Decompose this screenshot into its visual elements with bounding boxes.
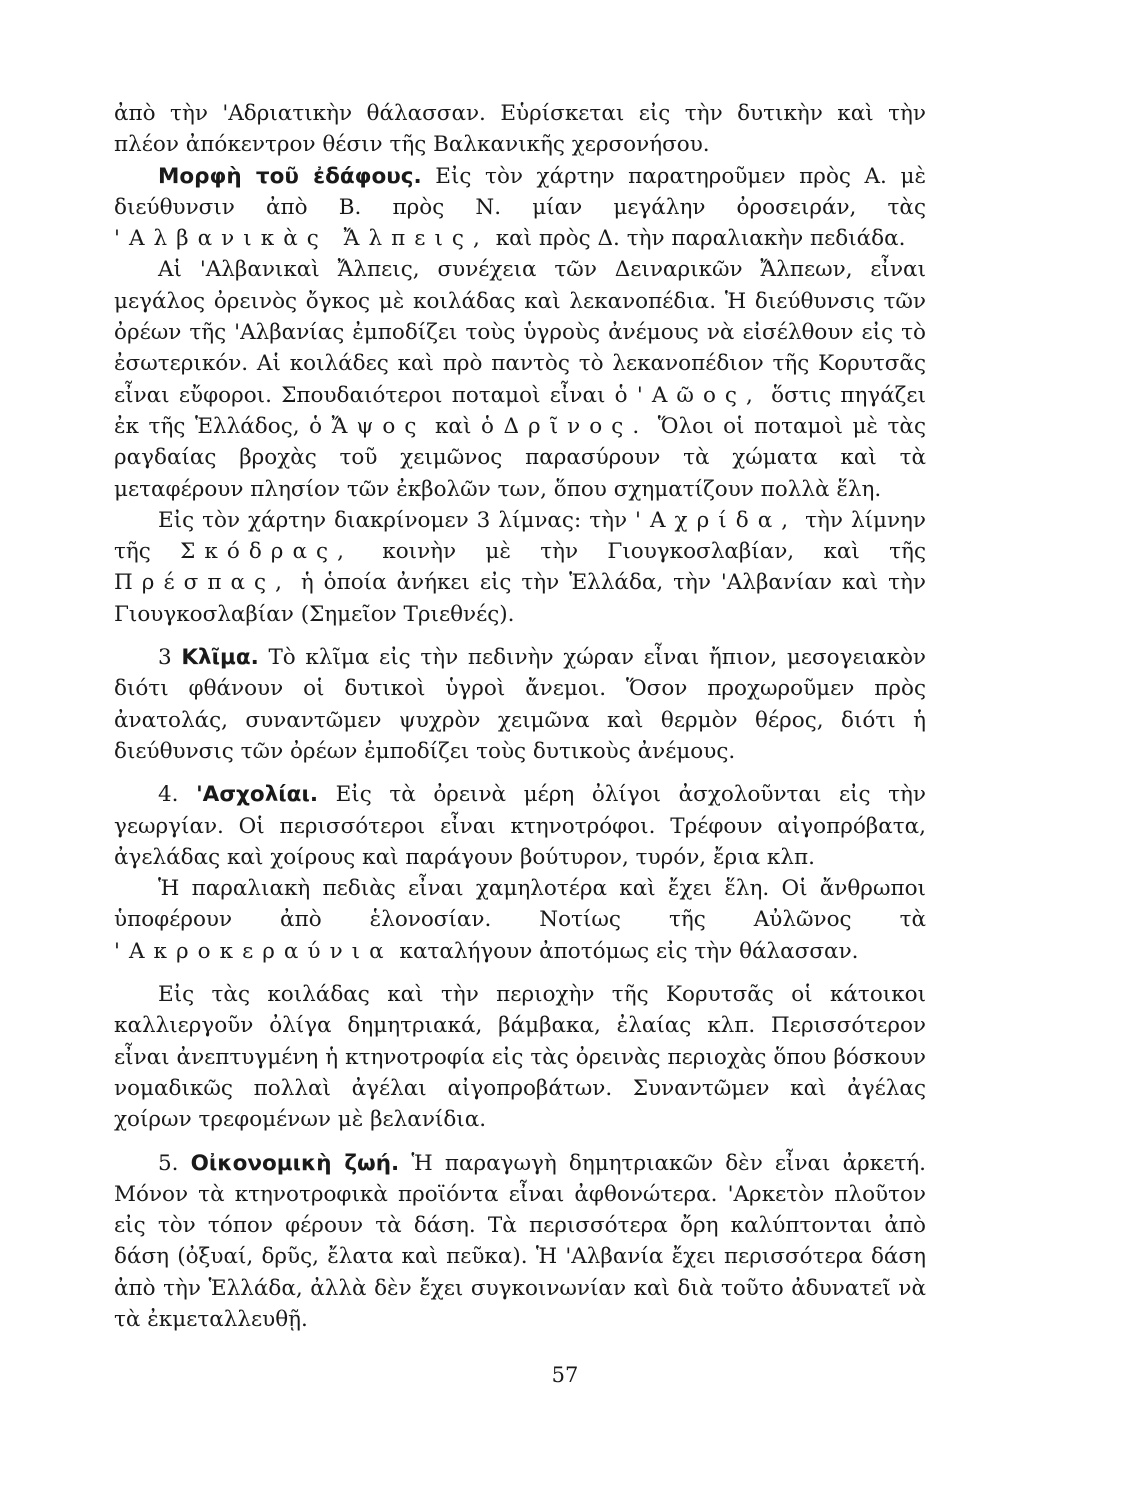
section-heading-terrain: Μορφὴ τοῦ ἐδάφους. <box>158 163 422 189</box>
section-number: 4. <box>158 782 197 808</box>
paragraph-economy <box>114 1148 926 1336</box>
text-run: Ἡ παραλιακὴ πεδιὰς εἶναι χαμηλοτέρα καὶ ἔχει ἕλη. Οἱ ἄνθρωποι ὑποφέρουν ἀπὸ ἑλονοσίαν. Νοτίως τῆς Αὐλῶνος τὰ <box>114 876 926 933</box>
body-text <box>114 98 926 1335</box>
spaced-term: 'Ακροκεραύνια <box>114 938 393 964</box>
text-run: Εἰς τὸν χάρτην διακρίνομεν 3 λίμνας: τὴν <box>158 507 636 533</box>
text-run: καὶ ὁ <box>425 413 504 439</box>
text-run: Ἡ παραγωγὴ δημητριακῶν δὲν εἶναι ἀρκετή. Μόνον τὰ κτηνοτροφικὰ προϊόντα εἶναι ἀφθονώτερα. 'Αρκετὸν πλοῦτον εἰς τὸν τόπον φέρουν τὰ δάση. Τὰ περισσότερα ὄρη καλύπτονται ἀπὸ δάση (ὀξυαί, δρῦς, ἔλατα καὶ πεῦκα). Ἡ 'Αλβανία ἔχει περισσότερα δάση ἀπὸ τὴν Ἑλλάδα, ἀλλὰ δὲν ἔχει συγκοινωνίαν καὶ διὰ τοῦτο ἀδυνατεῖ νὰ τὰ ἐκμεταλλευθῇ. <box>114 1150 926 1332</box>
text-run: Εἰς τὰ ὀρεινὰ μέρη ὀλίγοι ἀσχολοῦνται εἰς τὴν γεωργίαν. Οἱ περισσότεροι εἶναι κτηνοτρόφοι. Τρέφουν αἰγοπρόβατα, ἀγελάδας καὶ χοίρους καὶ παράγουν βούτυρον, τυρόν, ἔρια κλπ. <box>114 782 926 870</box>
paragraph-alps-rivers <box>114 254 926 504</box>
spaced-term: Σκόδρας, <box>180 539 353 565</box>
text-run: Τὸ κλῖμα εἰς τὴν πεδινὴν χώραν εἶναι ἤπιον, μεσογειακὸν διότι φθάνουν οἱ δυτικοὶ ὑγροὶ ἄνεμοι. Ὅσον προχωροῦμεν πρὸς ἀνατολάς, συναντῶμεν ψυχρὸν χειμῶνα καὶ θερμὸν θέρος, διότι ἡ διεύθυνσις τῶν ὀρέων ἐμποδίζει τοὺς δυτικοὺς ἀνέμους. <box>114 645 926 764</box>
section-heading-economy: Οἰκονομικὴ ζωή. <box>190 1150 400 1176</box>
paragraph-coastal-plain <box>114 873 926 967</box>
paragraph-intro <box>114 98 926 161</box>
text-run: καταλήγουν ἀποτόμως εἰς τὴν θάλασσαν. <box>392 938 859 964</box>
text-run: καὶ πρὸς Δ. τὴν παραλιακὴν πεδιάδα. <box>488 226 906 252</box>
text-run: τὴν λίμνην τῆς <box>114 507 926 565</box>
spaced-term: Δρῖνος. <box>503 413 649 439</box>
text-run: Εἰς τὰς κοιλάδας καὶ τὴν περιοχὴν τῆς Κορυτσᾶς οἱ κάτοικοι καλλιεργοῦν ὀλίγα δημητριακά, βάμβακα, ἐλαίας κλπ. Περισσότερον εἶναι ἀνεπτυγμένη ἡ κτηνοτροφία εἰς τὰς ὀρεινὰς περιοχὰς ὅπου βόσκουν νομαδικῶς πολλαὶ ἀγέλαι αἰγοπροβάτων. Συναντῶμεν καὶ ἀγέλας χοίρων τρεφομένων μὲ βελανίδια. <box>114 982 926 1133</box>
text-run: ἀπὸ τὴν 'Αδριατικὴν θάλασσαν. Εὑρίσκεται εἰς τὴν δυτικὴν καὶ τὴν πλέον ἀπόκεντρον θέσιν τῆς Βαλκανικῆς χερσονήσου. <box>114 101 926 158</box>
paragraph-valleys <box>114 979 926 1135</box>
page-number: 57 <box>551 1363 579 1387</box>
text-run: ἡ ὁποία ἀνήκει εἰς τὴν Ἑλλάδα, τὴν 'Αλβανίαν καὶ τὴν Γιουγκοσλαβίαν (Σημεῖον Τριεθνές). <box>114 570 926 627</box>
text-run: Αἱ 'Αλβανικαὶ Ἄλπεις, συνέχεια τῶν Δειναρικῶν Ἄλπεων, εἶναι μεγάλος ὀρεινὸς ὄγκος μὲ κοιλάδας καὶ λεκανοπέδια. Ἡ διεύθυνσις τῶν ὀρέων τῆς 'Αλβανίας ἐμποδίζει τοὺς ὑγροὺς ἀνέμους νὰ εἰσέλθουν εἰς τὸ ἐσωτερικόν. Αἱ κοιλάδες καὶ πρὸ παντὸς τὸ λεκανοπέδιον τῆς Κορυτσᾶς εἶναι εὔφοροι. Σπουδαιότεροι ποταμοὶ εἶναι ὁ <box>114 257 926 408</box>
section-heading-occupations: 'Ασχολίαι. <box>196 782 318 808</box>
section-number: 3 <box>158 645 182 671</box>
paragraph-occupations <box>114 779 926 873</box>
paragraph-lakes <box>114 505 926 630</box>
spaced-term: 'Αχρίδα, <box>635 507 798 533</box>
section-number: 5. <box>158 1150 191 1176</box>
spaced-term: 'Αλβανικὰς Ἄλπεις, <box>114 226 489 252</box>
text-run: κοινὴν μὲ τὴν Γιουγκοσλαβίαν, καὶ τῆς <box>352 539 926 565</box>
text-run: Ὅλοι οἱ ποταμοὶ μὲ τὰς ραγδαίας βροχὰς τοῦ χειμῶνος παρασύρουν τὰ χώματα καὶ τὰ μεταφέρουν πλησίον τῶν ἐκβολῶν των, ὅπου σχηματίζουν πολλὰ ἕλη. <box>114 413 926 502</box>
text-run: ὅστις πηγάζει ἐκ τῆς Ἑλλάδος, ὁ <box>114 382 926 439</box>
spaced-term: 'Αῶος, <box>636 382 762 408</box>
section-heading-climate: Κλῖμα. <box>181 645 259 671</box>
spaced-term: Πρέσπας, <box>114 570 291 596</box>
paragraph-terrain <box>114 161 926 255</box>
text-run: Εἰς τὸν χάρτην παρατηροῦμεν πρὸς Α. μὲ διεύθυνσιν ἀπὸ Β. πρὸς Ν. μίαν μεγάλην ὀροσειράν, τὰς <box>114 163 926 220</box>
paragraph-climate <box>114 642 926 767</box>
spaced-term: Ἄψος <box>331 413 426 439</box>
